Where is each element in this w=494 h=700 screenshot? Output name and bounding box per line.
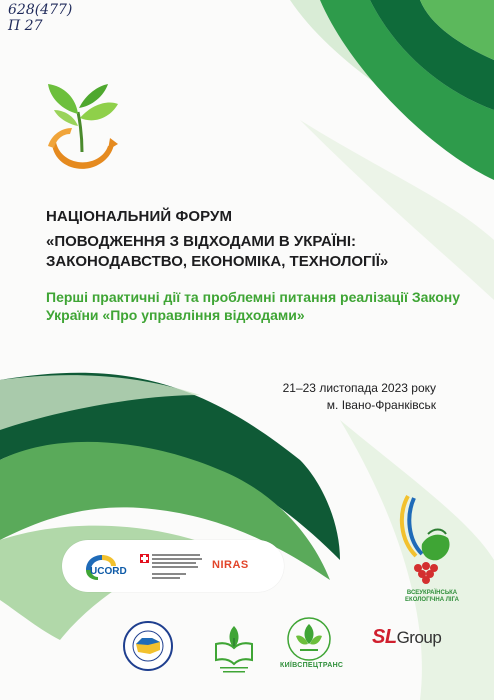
catalog-number: 628(477) <box>8 2 73 18</box>
environmental-info-center-logo <box>210 620 258 674</box>
sprout-recycle-logo <box>42 74 122 174</box>
forum-subtitle: Перші практичні дії та проблемні питання реалізації Закону України «Про управління відходами» <box>46 289 461 323</box>
event-dates: 21–23 листопада 2023 року <box>282 381 436 395</box>
ucord-logo-text: UCORD <box>90 566 127 577</box>
niras-logo: NIRAS <box>212 559 249 571</box>
event-city: м. Івано-Франківськ <box>326 398 436 412</box>
ukrainian-unity-seal <box>122 620 174 672</box>
sl-group-word: Group <box>396 628 442 647</box>
ecological-league-text: ВСЕУКРАЇНСЬКА ЕКОЛОГІЧНА ЛІГА <box>405 590 459 603</box>
swiss-agency-logo <box>140 553 208 581</box>
sl-group-mark: SL <box>372 626 397 648</box>
sl-group-logo <box>372 626 441 649</box>
ecological-league-logo-icon <box>398 494 458 600</box>
kyivspetstrans-logo-icon <box>286 616 332 662</box>
catalog-code: П 27 <box>8 18 43 34</box>
kyivspetstrans-text: КИЇВСПЕЦТРАНС <box>280 662 344 669</box>
handwritten-catalog-note <box>8 2 72 34</box>
event-info <box>176 380 436 414</box>
forum-title: НАЦІОНАЛЬНИЙ ФОРУМ <box>46 208 233 225</box>
forum-theme: «ПОВОДЖЕННЯ З ВІДХОДАМИ В УКРАЇНІ: ЗАКОНОДАВСТВО, ЕКОНОМІКА, ТЕХНОЛОГІЇ» <box>46 233 389 270</box>
